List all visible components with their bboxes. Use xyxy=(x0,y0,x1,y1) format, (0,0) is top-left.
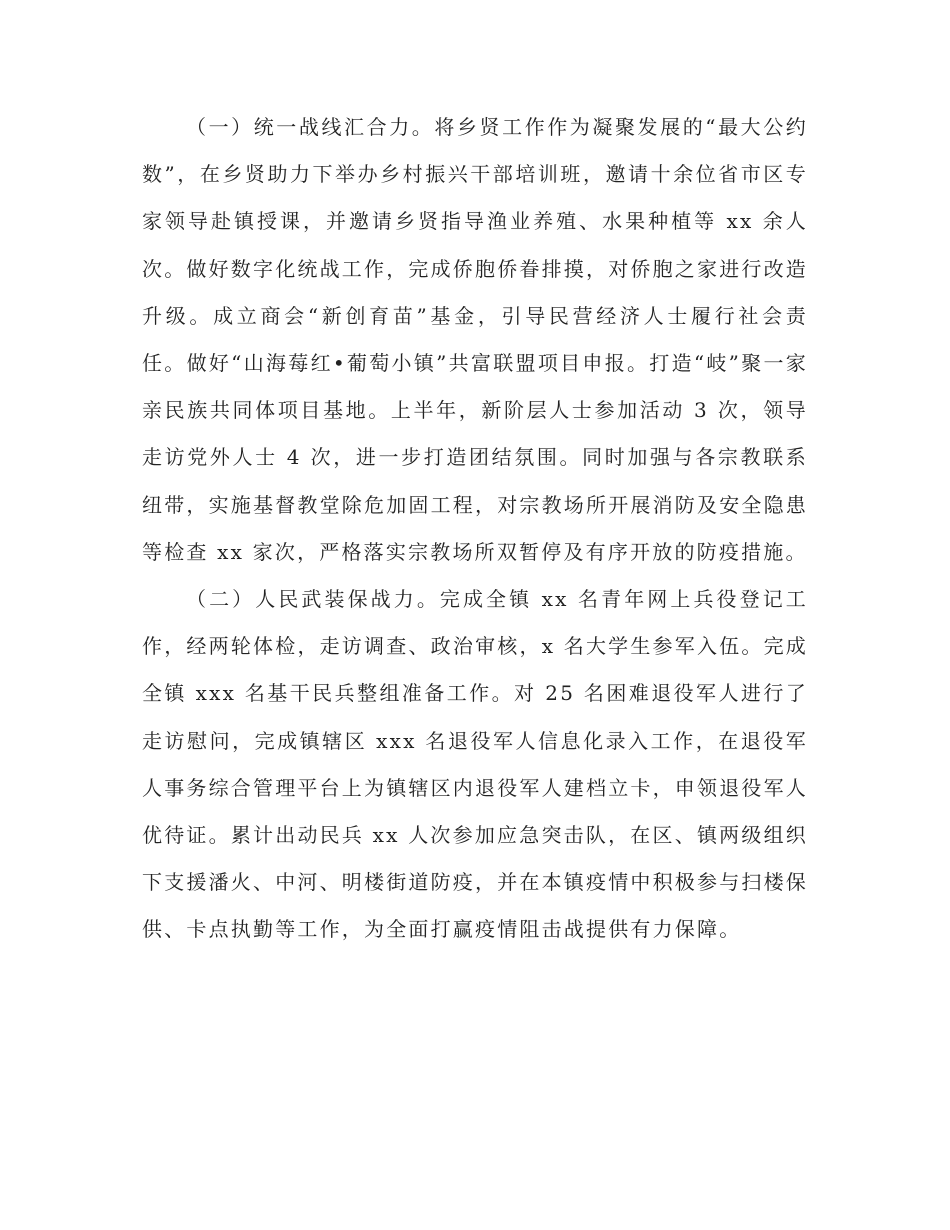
paragraph-united-front: （一）统一战线汇合力。将乡贤工作作为凝聚发展的“最大公约数”，在乡贤助力下举办乡村振兴干部培训班，邀请十余位省市区专家领导赴镇授课，并邀请乡贤指导渔业养殖、水果种植等 xx 余人次。做好数字化统战工作，完成侨胞侨眷排摸，对侨胞之家进行改造升级。成立商会“新创育苗”基金，引导民营经济人士履行社会责任。做好“山海莓红•葡萄小镇”共富联盟项目申报。打造“岐”聚一家亲民族共同体项目基地。上半年，新阶层人士参加活动 3 次，领导走访党外人士 4 次，进一步打造团结氛围。同时加强与各宗教联系纽带，实施基督教堂除危加固工程，对宗教场所开展消防及安全隐患等检查 xx 家次，严格落实宗教场所双暂停及有序开放的防疫措施。 xyxy=(142,115,808,564)
paragraph-peoples-armed-forces: （二）人民武装保战力。完成全镇 xx 名青年网上兵役登记工作，经两轮体检，走访调查、政治审核，x 名大学生参军入伍。完成全镇 xxx 名基干民兵整组准备工作。对 25 名困难退役军人进行了走访慰问，完成镇辖区 xxx 名退役军人信息化录入工作，在退役军人事务综合管理平台上为镇辖区内退役军人建档立卡，申领退役军人优待证。累计出动民兵 xx 人次参加应急突击队，在区、镇两级组织下支援潘火、中河、明楼街道防疫，并在本镇疫情中积极参与扫楼保供、卡点执勤等工作，为全面打赢疫情阻击战提供有力保障。 xyxy=(142,587,808,942)
document-body xyxy=(142,104,808,954)
